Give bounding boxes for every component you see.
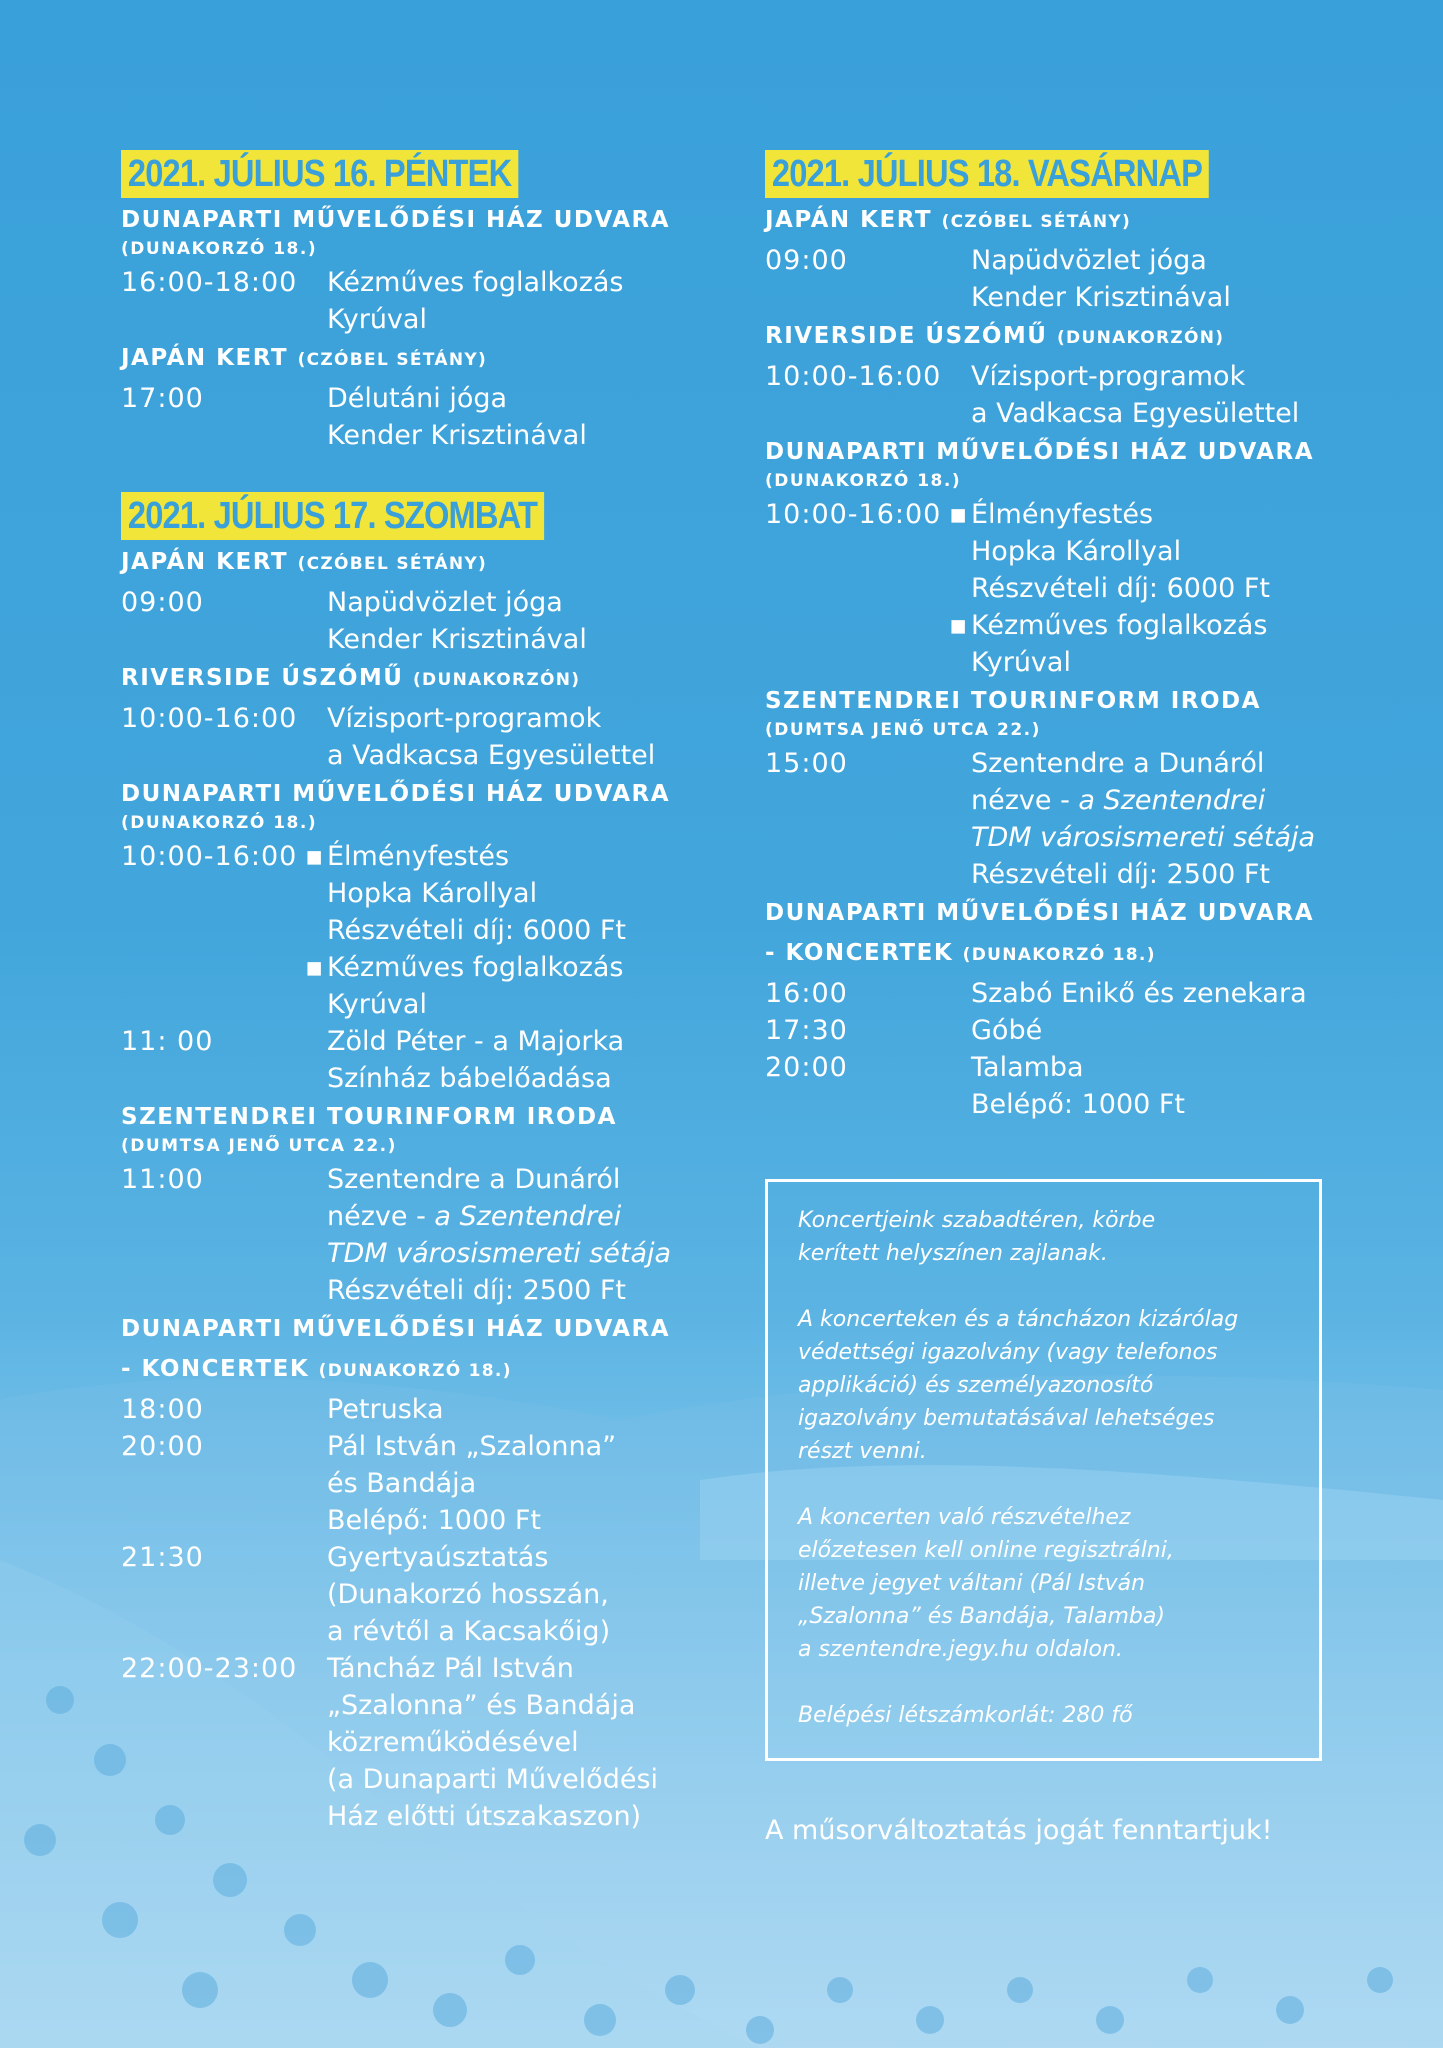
event-line — [327, 1502, 701, 1539]
event-line — [305, 838, 701, 875]
event-line-italic: a Szentendrei — [434, 1201, 622, 1232]
venue-heading — [121, 542, 701, 584]
venue-address: (DUNAKORZÓN) — [1056, 328, 1225, 348]
event-line-text: és Bandája — [327, 1468, 477, 1499]
event-line — [327, 264, 701, 301]
venue-address: (DUNAKORZÓ 18.) — [765, 471, 962, 491]
venue-name: DUNAPARTI MŰVELŐDÉSI HÁZ UDVARA — [121, 781, 671, 807]
event-line-italic: a Szentendrei — [1078, 785, 1266, 816]
event-line-text: Gyertyaúsztatás — [327, 1542, 549, 1573]
day-title: 2021. JÚLIUS 17. SZOMBAT — [121, 492, 544, 540]
event-line-text: Talamba — [971, 1052, 1084, 1083]
venue-name: SZENTENDREI TOURINFORM IRODA — [765, 688, 1261, 714]
event-line-text: Góbé — [971, 1015, 1043, 1046]
event-time: 10:00-16:00 — [765, 499, 942, 530]
event-row — [765, 1012, 1365, 1049]
event-line — [971, 745, 1365, 782]
event-line-text: a révtől a Kacsakőig) — [327, 1616, 611, 1647]
event-line-text: Táncház Pál István — [327, 1653, 574, 1684]
event-description — [327, 1650, 701, 1835]
schedule-left-column — [121, 150, 701, 1873]
event-description — [971, 242, 1365, 316]
event-row — [765, 745, 1365, 893]
venue-address: (DUNAKORZÓ 18.) — [962, 945, 1156, 965]
event-line — [971, 279, 1365, 316]
event-line-text: Kézműves foglalkozás — [327, 267, 624, 298]
event-row — [121, 1023, 701, 1097]
event-line — [327, 1539, 701, 1576]
venue-heading-line2 — [121, 1349, 701, 1391]
day-title-wrap — [765, 150, 1365, 198]
venue-name-cont: - KONCERTEK — [765, 940, 954, 966]
event-line — [327, 1576, 701, 1613]
info-box — [765, 1179, 1322, 1761]
event-line-text: Vízisport-programok — [971, 361, 1246, 392]
event-line-text: TDM városismereti sétája — [971, 822, 1316, 853]
event-line — [971, 1086, 1365, 1123]
event-line-text: Színház bábelőadása — [327, 1063, 612, 1094]
event-description — [949, 496, 1365, 681]
venue-heading-line2 — [765, 933, 1365, 975]
event-time: 21:30 — [121, 1542, 204, 1573]
event-row — [121, 380, 701, 454]
event-line-text: Vízisport-programok — [327, 703, 602, 734]
event-line — [971, 1049, 1365, 1086]
event-line — [327, 1235, 701, 1272]
event-line-text: Szabó Enikő és zenekara — [971, 978, 1307, 1009]
info-line: kerített helyszínen zajlanak. — [798, 1241, 1108, 1266]
venue-heading — [765, 200, 1365, 242]
venue-heading — [765, 316, 1365, 358]
event-line-text: Kyrúval — [327, 304, 427, 335]
event-time: 11:00 — [121, 1164, 204, 1195]
event-line — [327, 1198, 701, 1235]
event-row — [765, 242, 1365, 316]
event-description — [971, 358, 1365, 432]
event-line — [327, 1023, 701, 1060]
event-line — [327, 301, 701, 338]
event-time: 17:00 — [121, 383, 204, 414]
event-row — [121, 1650, 701, 1835]
venue-address: (DUNAKORZÓ 18.) — [121, 813, 318, 833]
event-line — [971, 975, 1365, 1012]
disclaimer: A műsorváltoztatás jogát fenntartjuk! — [765, 1815, 1273, 1846]
event-line-text: Kender Krisztinával — [971, 282, 1231, 313]
event-line — [949, 607, 1365, 644]
venue-name: DUNAPARTI MŰVELŐDÉSI HÁZ UDVARA — [765, 900, 1315, 926]
event-description — [327, 1161, 701, 1309]
event-description — [971, 745, 1365, 893]
event-line-text: nézve - — [971, 785, 1079, 816]
event-line-text: Kézműves foglalkozás — [327, 952, 624, 983]
info-line: igazolvány bemutatásával lehetséges — [798, 1406, 1215, 1431]
event-line — [327, 1465, 701, 1502]
event-line-text: Belépő: 1000 Ft — [327, 1505, 541, 1536]
event-time: 16:00 — [765, 978, 848, 1009]
event-line-text: Kender Krisztinával — [327, 624, 587, 655]
venue-heading — [121, 1309, 701, 1349]
venue-name: JAPÁN KERT — [121, 549, 289, 575]
bullet-icon: ▪ — [949, 499, 968, 530]
event-time: 20:00 — [765, 1052, 848, 1083]
event-row — [121, 1161, 701, 1309]
venue-name: RIVERSIDE ÚSZÓMŰ — [765, 323, 1048, 349]
event-time: 16:00-18:00 — [121, 267, 298, 298]
bullet-icon: ▪ — [949, 610, 968, 641]
info-line: védettségi igazolvány (vagy telefonos — [798, 1340, 1218, 1365]
event-line — [327, 737, 701, 774]
event-time: 09:00 — [121, 587, 204, 618]
event-line-text: Petruska — [327, 1394, 444, 1425]
info-line: A koncerteken és a táncházon kizárólag — [798, 1307, 1239, 1332]
event-line — [327, 380, 701, 417]
event-line — [971, 395, 1365, 432]
event-line-text: Délutáni jóga — [327, 383, 508, 414]
info-line: a szentendre.jegy.hu oldalon. — [798, 1637, 1123, 1662]
event-description — [305, 838, 701, 1023]
event-line — [327, 1272, 701, 1309]
day-section — [765, 150, 1365, 1123]
info-line: A koncerten való részvételhez — [798, 1505, 1131, 1530]
event-description — [971, 1049, 1365, 1123]
info-line: illetve jegyet váltani (Pál István — [798, 1571, 1146, 1596]
event-row — [765, 975, 1365, 1012]
venue-name: DUNAPARTI MŰVELŐDÉSI HÁZ UDVARA — [121, 1316, 671, 1342]
event-description — [327, 264, 701, 338]
event-time: 10:00-16:00 — [121, 841, 298, 872]
event-description — [971, 1012, 1365, 1049]
venue-address: (DUNAKORZÓ 18.) — [121, 239, 318, 259]
event-line-text: Élményfestés — [327, 841, 510, 872]
venue-address: (DUMTSA JENŐ UTCA 22.) — [121, 1136, 397, 1156]
event-line — [949, 496, 1365, 533]
event-row — [121, 264, 701, 338]
event-line — [327, 584, 701, 621]
event-row — [121, 1539, 701, 1650]
event-line — [327, 1724, 701, 1761]
event-time: 09:00 — [765, 245, 848, 276]
day-title-wrap — [121, 150, 701, 198]
info-paragraph — [798, 1303, 1289, 1468]
bullet-icon: ▪ — [305, 841, 324, 872]
event-line: Hopka Károllyal — [971, 536, 1182, 567]
venue-name: DUNAPARTI MŰVELŐDÉSI HÁZ UDVARA — [121, 207, 671, 233]
info-line: részt venni. — [798, 1439, 927, 1464]
event-line: Részvételi díj: 6000 Ft — [327, 915, 627, 946]
venue-name: JAPÁN KERT — [121, 345, 289, 371]
event-line — [305, 949, 701, 986]
event-line — [971, 819, 1365, 856]
event-row — [121, 700, 701, 774]
event-line — [327, 1161, 701, 1198]
event-line — [327, 621, 701, 658]
info-line: előzetesen kell online regisztrálni, — [798, 1538, 1174, 1563]
event-time: 11: 00 — [121, 1026, 214, 1057]
info-line: Belépési létszámkorlát: 280 fő — [798, 1703, 1133, 1728]
event-line — [327, 700, 701, 737]
venue-address: (CZÓBEL SÉTÁNY) — [297, 350, 488, 370]
event-line — [971, 358, 1365, 395]
event-line-text: Napüdvözlet jóga — [971, 245, 1207, 276]
event-line: Részvételi díj: 6000 Ft — [971, 573, 1271, 604]
event-row — [121, 838, 701, 1023]
event-line: Hopka Károllyal — [327, 878, 538, 909]
venue-name: SZENTENDREI TOURINFORM IRODA — [121, 1104, 617, 1130]
day-title: 2021. JÚLIUS 16. PÉNTEK — [121, 150, 518, 198]
venue-heading — [121, 658, 701, 700]
event-line-text: Ház előtti útszakaszon) — [327, 1801, 642, 1832]
event-line — [327, 1428, 701, 1465]
event-line-text: Belépő: 1000 Ft — [971, 1089, 1185, 1120]
event-description — [327, 700, 701, 774]
event-line — [327, 1687, 701, 1724]
event-description — [971, 975, 1365, 1012]
event-line-text: Szentendre a Dunáról — [327, 1164, 621, 1195]
event-line-text: Szentendre a Dunáról — [971, 748, 1265, 779]
event-row — [121, 1391, 701, 1428]
event-row — [121, 584, 701, 658]
event-line — [327, 1060, 701, 1097]
event-description — [327, 584, 701, 658]
event-description — [327, 1391, 701, 1428]
event-line-text: „Szalonna” és Bandája — [327, 1690, 636, 1721]
event-line-text: Pál István „Szalonna” — [327, 1431, 617, 1462]
event-line — [971, 242, 1365, 279]
venue-name: DUNAPARTI MŰVELŐDÉSI HÁZ UDVARA — [765, 439, 1315, 465]
event-line-text: Kézműves foglalkozás — [971, 610, 1268, 641]
info-paragraph — [798, 1501, 1289, 1666]
event-line-text: TDM városismereti sétája — [327, 1238, 672, 1269]
event-description — [327, 1023, 701, 1097]
schedule-right-column — [765, 150, 1365, 1849]
event-line-text: Élményfestés — [971, 499, 1154, 530]
event-time: 17:30 — [765, 1015, 848, 1046]
info-line: applikáció) és személyazonosító — [798, 1373, 1154, 1398]
day-section — [121, 150, 701, 454]
event-line — [327, 1798, 701, 1835]
venue-address: (DUMTSA JENŐ UTCA 22.) — [765, 720, 1041, 740]
event-time: 22:00-23:00 — [121, 1653, 298, 1684]
event-description — [327, 380, 701, 454]
venue-address: (DUNAKORZÓN) — [412, 670, 581, 690]
event-line — [327, 1650, 701, 1687]
event-row — [765, 358, 1365, 432]
event-line-text: Kender Krisztinával — [327, 420, 587, 451]
event-line-text: Napüdvözlet jóga — [327, 587, 563, 618]
event-line-text: Részvételi díj: 2500 Ft — [327, 1275, 627, 1306]
event-line-text: Részvételi díj: 2500 Ft — [971, 859, 1271, 890]
event-line-text: a Vadkacsa Egyesülettel — [971, 398, 1300, 429]
event-line — [971, 1012, 1365, 1049]
info-paragraph — [798, 1699, 1289, 1732]
event-time: 10:00-16:00 — [765, 361, 942, 392]
event-row — [121, 1428, 701, 1539]
info-paragraph — [798, 1204, 1289, 1270]
venue-address: (CZÓBEL SÉTÁNY) — [297, 554, 488, 574]
info-line: „Szalonna” és Bandája, Talamba) — [798, 1604, 1165, 1629]
event-line — [327, 1391, 701, 1428]
venue-address: (DUNAKORZÓ 18.) — [318, 1361, 512, 1381]
bullet-icon: ▪ — [305, 952, 324, 983]
event-line — [327, 417, 701, 454]
event-line-text: közreműködésével — [327, 1727, 579, 1758]
event-line: Kyrúval — [971, 647, 1071, 678]
event-description — [327, 1428, 701, 1539]
event-time: 20:00 — [121, 1431, 204, 1462]
venue-name: RIVERSIDE ÚSZÓMŰ — [121, 665, 404, 691]
day-section — [121, 492, 701, 1835]
venue-heading — [765, 893, 1365, 933]
event-line — [971, 782, 1365, 819]
event-line-text: nézve - — [327, 1201, 435, 1232]
event-line — [327, 1761, 701, 1798]
event-time: 15:00 — [765, 748, 848, 779]
event-line — [327, 1613, 701, 1650]
info-line: Koncertjeink szabadtéren, körbe — [798, 1208, 1156, 1233]
day-title: 2021. JÚLIUS 18. VASÁRNAP — [765, 150, 1209, 198]
venue-address: (CZÓBEL SÉTÁNY) — [941, 212, 1132, 232]
event-line-text: a Vadkacsa Egyesülettel — [327, 740, 656, 771]
event-line-text: Zöld Péter - a Majorka — [327, 1026, 625, 1057]
event-row — [765, 1049, 1365, 1123]
event-line-text: (a Dunaparti Művelődési — [327, 1764, 659, 1795]
event-description — [327, 1539, 701, 1650]
venue-name-cont: - KONCERTEK — [121, 1356, 310, 1382]
venue-name: JAPÁN KERT — [765, 207, 933, 233]
event-time: 10:00-16:00 — [121, 703, 298, 734]
event-line: Kyrúval — [327, 989, 427, 1020]
venue-heading — [121, 338, 701, 380]
day-title-wrap — [121, 492, 701, 540]
event-line-text: (Dunakorzó hosszán, — [327, 1579, 609, 1610]
event-line — [971, 856, 1365, 893]
event-row — [765, 496, 1365, 681]
event-time: 18:00 — [121, 1394, 204, 1425]
